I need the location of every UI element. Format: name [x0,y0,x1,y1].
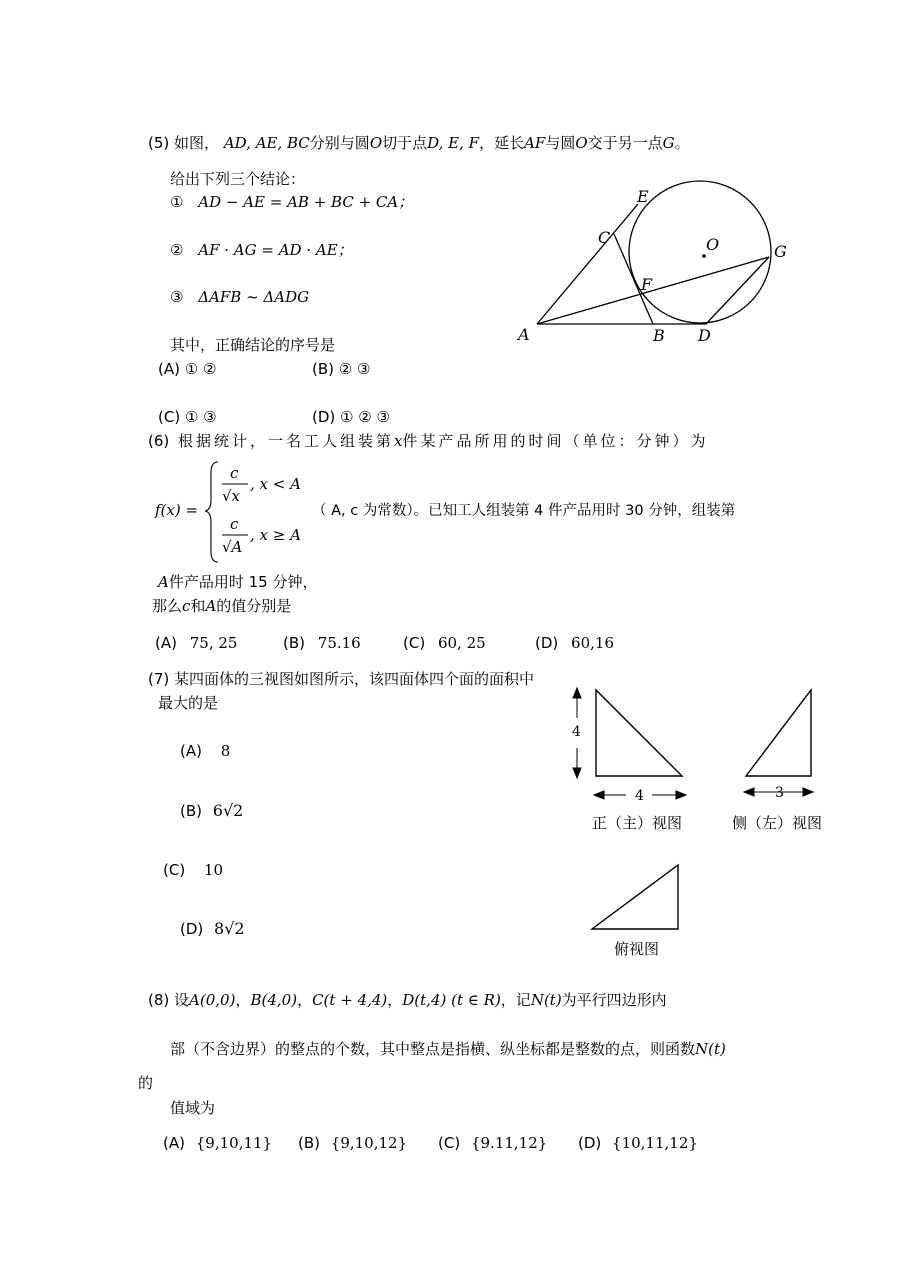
dim-height-label: 4 [572,724,581,740]
q8-option-b-value: {9,10,12} [330,1134,408,1152]
q8-option-d[interactable] [578,1133,698,1153]
q5-option-b[interactable]: (B) ② ③ [312,360,371,378]
side-view-triangle [746,690,811,776]
front-view-caption: 正（主）视图 [592,814,683,832]
q5-c3: ΔAFB ~ ΔADG [198,288,310,306]
q6-line4-text: 那么 [152,597,183,615]
q8-option-d-label: (D) [578,1134,602,1152]
q8-line2-text: 部（不含边界）的整点的个数，其中整点是指横、纵坐标都是整数的点，则函数 [170,1040,696,1058]
q6-case2-denominator: √A [222,538,243,556]
q5-mid2: 切于点 [382,134,428,152]
q8-line-4: 值域为 [170,1099,216,1117]
q5-mid5: 交于另一点 [587,134,663,152]
q8-nt: N(t) [530,991,562,1009]
q7-number: (7) [148,670,170,688]
q5-c3-mark: ③ [170,288,184,306]
q5-number: (5) [148,134,170,152]
q8-option-c[interactable] [438,1133,547,1153]
dim-width-label: 4 [635,788,644,804]
q5-mid1: 分别与圆 [309,134,370,152]
q8-option-a-value: {9,10,11} [195,1134,273,1152]
q8-option-c-label: (C) [438,1134,461,1152]
q8-point-a: A(0,0) [189,991,236,1009]
label-b: B [653,326,665,345]
q8-option-a[interactable] [163,1133,272,1153]
q7-option-d-label: (D) [180,920,204,938]
q5-option-d[interactable]: (D) ① ② ③ [312,408,390,426]
q8-line1-end: 为平行四边形内 [561,991,667,1009]
q6-option-b-label: (B) [283,634,305,652]
q5-question: 其中，正确结论的序号是 [170,336,336,354]
side-view-caption: 侧（左）视图 [732,814,823,832]
q7-option-a-label: (A) [180,742,202,760]
q6-line1b-text: 件某产品所用的时间（单位：分钟）为 [402,432,709,450]
q5-seg: AF [524,134,546,152]
q5-option-a[interactable]: (A) ① ② [158,360,217,378]
front-view-triangle [596,690,682,776]
q6-option-d-value: 60,16 [571,634,614,652]
q5-tangents: AD, AE, BC [223,134,310,152]
q6-line3-text: 件产品用时 15 分钟， [168,573,318,591]
q5-circle1: O [369,134,383,152]
q5-c1: AD − AE = AB + BC + CA； [198,193,414,211]
q8-line-2 [170,1039,726,1059]
q8-point-b: B(4,0) [250,991,298,1009]
q5-pt: G [662,134,675,152]
q5-given: 给出下列三个结论： [170,170,306,188]
q5-c1-mark: ① [170,193,184,211]
q6-line3-var: A [158,573,169,591]
label-c: C [598,228,611,247]
q5-mid3: ，延长 [479,134,525,152]
q7-line1-text: 某四面体的三视图如图所示，该四面体四个面的面积中 [174,670,535,688]
q8-intro: 设 [174,991,190,1009]
top-view-triangle [592,865,678,929]
q5-end: 。 [674,134,690,152]
dim-side-label: 3 [775,785,784,801]
q8-line-1: (8) 设A(0,0)，B(4,0)，C(t + 4,4)，D(t,4) (t ∈ R)，记N(t)为平行四边形内 [148,991,667,1009]
q8-note: ，记 [500,991,531,1009]
q8-point-c: C(t + 4,4) [312,991,388,1009]
q6-case2-numerator: c [230,515,239,533]
q7-option-b-value: 6√2 [212,801,244,820]
q5-option-c[interactable]: (C) ① ③ [158,408,217,426]
label-o: O [706,235,720,254]
label-d: D [698,326,711,345]
label-a: A [518,325,530,344]
q5-c2: AF · AG = AD · AE； [198,241,353,259]
q6-line4-a: A [205,597,217,615]
q7-option-c-label: (C) [163,861,186,879]
label-f: F [641,275,653,294]
q8-option-c-value: {9.11,12} [470,1134,548,1152]
q6-option-d-label: (D) [535,634,559,652]
label-e: E [637,187,649,206]
q6-option-b-value: 75.16 [317,634,361,652]
q8-option-b-label: (B) [298,1134,320,1152]
q7-option-c-value: 10 [203,861,224,879]
q6-line4-end: 的值分别是 [216,597,292,615]
top-view-caption: 俯视图 [614,940,660,958]
q6-line1-text: 根据统计，一名工人组装第 [178,432,395,450]
q5-points: D, E, F [427,134,480,152]
q8-nt2: N(t) [695,1040,726,1058]
q8-condition: (t ∈ R) [451,991,501,1009]
q6-case1-denominator: √x [222,487,241,505]
label-g: G [774,242,787,261]
q6-line4-c: c [182,597,191,615]
q5-mid4: 与圆 [545,134,576,152]
q6-case1-numerator: c [230,464,239,482]
q7-option-b-label: (B) [180,802,202,820]
q7-option-a-value: 8 [220,742,231,760]
q6-number: (6) [148,432,170,450]
q6-x: x [394,432,403,450]
q6-given: （ A, c 为常数）。已知工人组装第 4 件产品用时 30 分钟，组装第 [312,503,736,519]
q6-case1-condition: , x < A [250,475,301,493]
q5-c2-mark: ② [170,241,184,259]
q6-line4-and: 和 [190,597,206,615]
q8-line-3: 的 [138,1074,154,1092]
q5-circle2: O [575,134,588,152]
q5-intro: 如图， [174,134,220,152]
q8-number: (8) [148,991,170,1009]
q6-fx: f(x) = [155,501,199,519]
q7-option-d-value: 8√2 [214,919,245,938]
q8-option-d-value: {10,11,12} [612,1134,698,1152]
q6-option-a-label: (A) [155,634,177,652]
q6-option-a-value: 75, 25 [189,634,238,652]
q8-point-d: D(t,4) [402,991,447,1009]
q6-case2-condition: , x ≥ A [250,526,301,544]
q8-option-a-label: (A) [163,1134,185,1152]
q6-option-c-label: (C) [403,634,426,652]
q8-option-b[interactable] [298,1133,407,1153]
q6-option-c-value: 60, 25 [437,634,486,652]
q7-line-2: 最大的是 [158,694,219,712]
